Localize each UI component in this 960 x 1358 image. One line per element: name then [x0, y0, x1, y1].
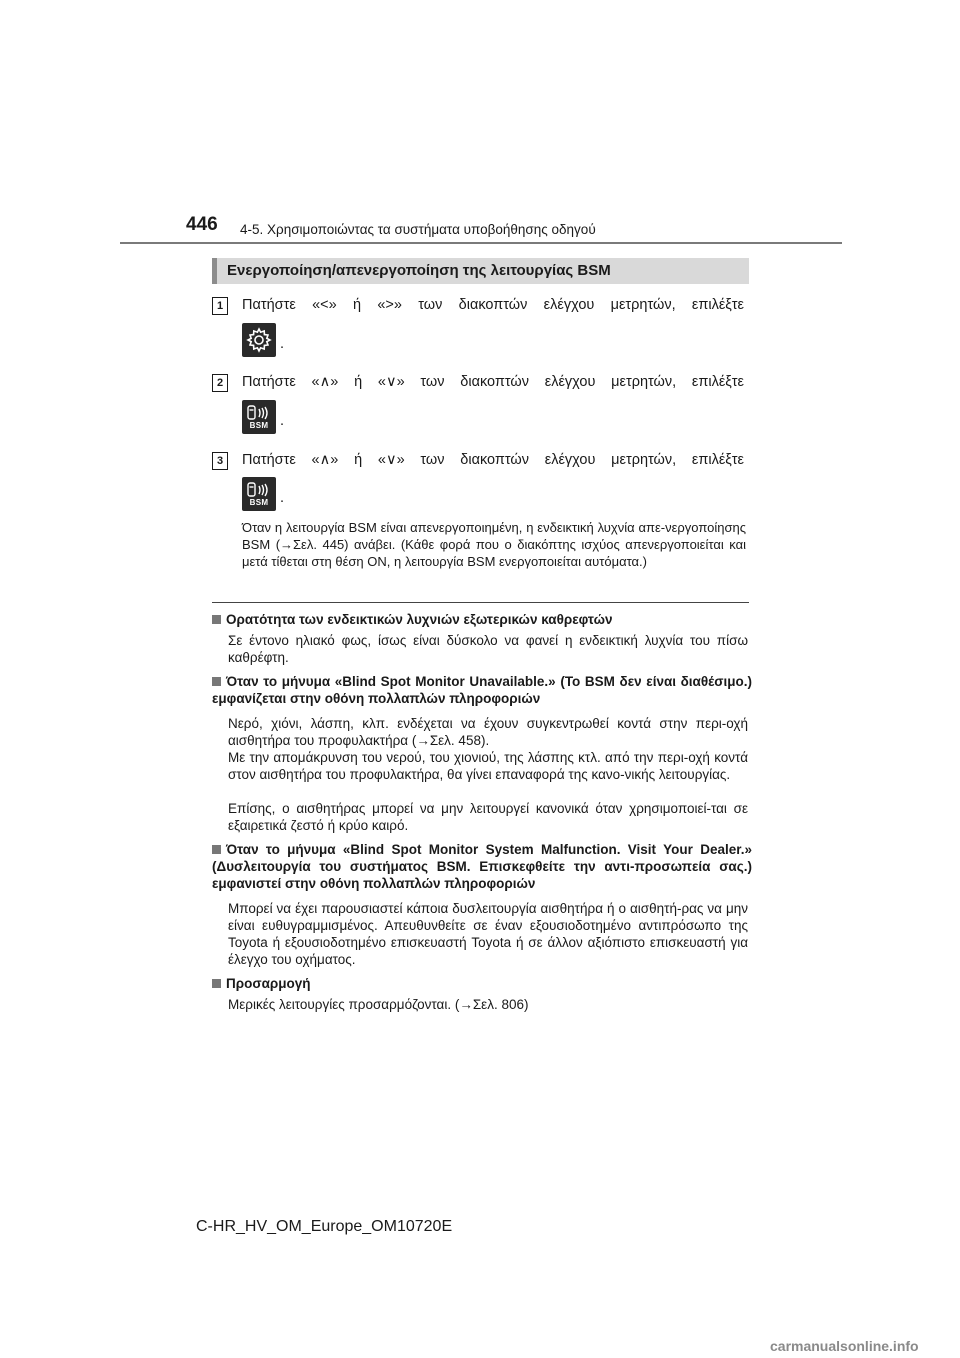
- bullet-square-icon: [212, 845, 221, 854]
- note-body-customization: Μερικές λειτουργίες προσαρμόζονται. (→Σελ. 806): [228, 997, 529, 1012]
- section-title: Ενεργοποίηση/απενεργοποίηση της λειτουργίας BSM: [227, 262, 611, 279]
- section-heading-bar: [212, 258, 749, 284]
- bsm-icon-label: BSM: [249, 420, 269, 430]
- bullet-square-icon: [212, 677, 221, 686]
- step-3-note: Όταν η λειτουργία BSM είναι απενεργοποιημένη, η ενδεικτική λυχνία απε-νεργοποίησης BSM (→Σελ. 445) ανάβει. (Κάθε φορά που ο διακόπτης ισχύος απενεργοποιείται και μετά τίθεται στη θέση ON, η λειτουργία BSM ενεργοποιείται αυτόματα.): [242, 520, 746, 569]
- note-heading-visibility: Ορατότητα των ενδεικτικών λυχνιών εξωτερικών καθρεφτών: [212, 611, 752, 628]
- note-body-unavailable-1: Νερό, χιόνι, λάσπη, κλπ. ενδέχεται να έχουν συγκεντρωθεί κοντά στην περι-οχή αισθητήρα του προφυλακτήρα (→Σελ. 458).: [228, 716, 748, 748]
- step-1-text: Πατήστε «<» ή «>» των διακοπτών ελέγχου μετρητών, επιλέξτε: [242, 297, 744, 313]
- note-heading-malfunction: Όταν το μήνυμα «Blind Spot Monitor System Malfunction. Visit Your Dealer.» (Δυσλειτουργία του συστήματος BSM. Επισκεφθείτε την αντι-προσωπεία σας.) εμφανιστεί στην οθόνη πολλαπλών πληροφοριών: [212, 842, 752, 891]
- chapter-title: 4-5. Χρησιμοποιώντας τα συστήματα υποβοήθησης οδηγού: [240, 222, 596, 237]
- bsm-icon: [242, 400, 276, 434]
- bullet-square-icon: [212, 615, 221, 624]
- car-waves-icon: [246, 482, 272, 498]
- section-divider: [212, 602, 749, 603]
- step-3-text: Πατήστε «∧» ή «∨» των διακοπτών ελέγχου μετρητών, επιλέξτε: [242, 452, 744, 468]
- note-body-visibility: Σε έντονο ηλιακό φως, ίσως είναι δύσκολο να φανεί η ενδεικτική λυχνία του πίσω καθρέφτη.: [228, 633, 748, 665]
- gear-icon-graphic: [246, 327, 272, 353]
- header-rule: [120, 242, 842, 244]
- step-1-period: .: [280, 336, 285, 352]
- document-code: C-HR_HV_OM_Europe_OM10720E: [196, 1218, 453, 1235]
- note-body-unavailable-2: Με την απομάκρυνση του νερού, του χιονιού, της λάσπης κτλ. από την περι-οχή κοντά στον αισθητήρα του προφυλακτήρα, θα γίνει επαναφορά της κανο-νικής λειτουργίας.: [228, 750, 748, 782]
- step-2-period: .: [280, 413, 285, 429]
- watermark: carmanualsonline.info: [770, 1338, 919, 1354]
- note-body-unavailable-3: Επίσης, ο αισθητήρας μπορεί να μην λειτουργεί κανονικά όταν χρησιμοποιεί-ται σε εξαιρετικά ζεστό ή κρύο καιρό.: [228, 801, 748, 833]
- step-3-period: .: [280, 490, 285, 506]
- note-body-malfunction: Μπορεί να έχει παρουσιαστεί κάποια δυσλειτουργία αισθητήρα ή ο αισθητή-ρας να μην είναι ευθυγραμμισμένος. Απευθυνθείτε σε έναν εξουσιοδοτημένο αντιπρόσωπο της Toyota ή εξουσιοδοτημένο επισκευαστή Toyota ή σε άλλον αξιόπιστο επισκευαστή για έλεγχο του οχήματος.: [228, 901, 748, 967]
- step-number-3: 3: [212, 452, 228, 470]
- note-heading-unavailable: Όταν το μήνυμα «Blind Spot Monitor Unavailable.» (Το BSM δεν είναι διαθέσιμο.) εμφανίζεται στην οθόνη πολλαπλών πληροφοριών: [212, 674, 752, 706]
- gear-icon: [242, 323, 276, 357]
- page-number: 446: [186, 214, 218, 235]
- bullet-square-icon: [212, 979, 221, 988]
- step-2-text: Πατήστε «∧» ή «∨» των διακοπτών ελέγχου μετρητών, επιλέξτε: [242, 374, 744, 390]
- car-waves-icon: [246, 405, 272, 421]
- step-number-2: 2: [212, 374, 228, 392]
- note-heading-customization: Προσαρμογή: [212, 975, 752, 992]
- bsm-icon: [242, 477, 276, 511]
- bsm-icon-label: BSM: [249, 497, 269, 507]
- step-number-1: 1: [212, 297, 228, 315]
